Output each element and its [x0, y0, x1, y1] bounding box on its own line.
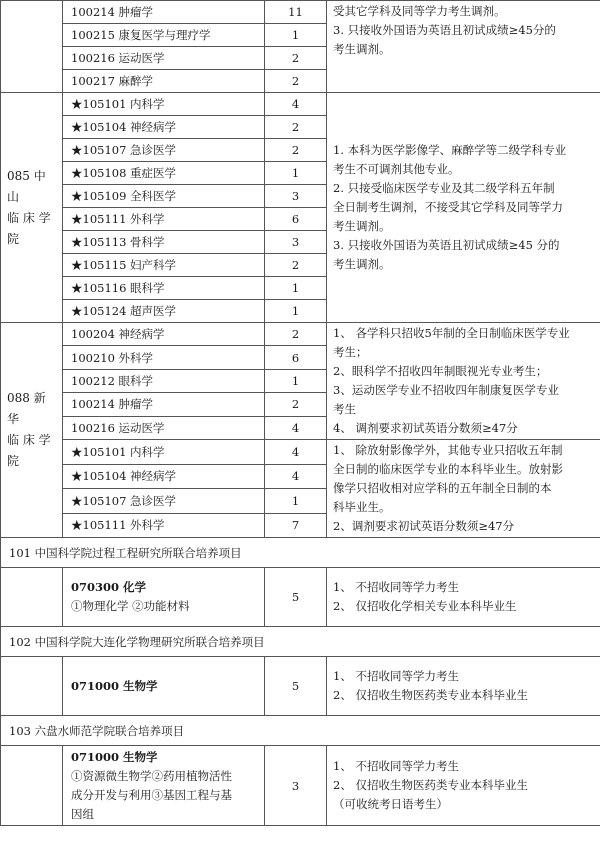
note-line: 临 床 学 [7, 210, 51, 225]
note-line: 临 床 学 [7, 433, 51, 447]
note-line: 088 新华 [7, 391, 46, 426]
section-row [1, 746, 600, 826]
research-direction: 因组 [71, 806, 94, 821]
note-line: 院 [7, 231, 20, 246]
quota-count: 5 [265, 657, 327, 716]
note-line: 085 中山 [7, 168, 46, 204]
college-cell [1, 1, 63, 93]
note-line: 全日制考生调剂，不接受其它学科及同等学力 [333, 200, 563, 214]
note-line: 考生调剂。 [333, 42, 391, 56]
remarks-cell [327, 746, 600, 826]
quota-count: 4 [265, 464, 327, 489]
major-name [63, 746, 265, 826]
college-cell [1, 93, 63, 323]
quota-count: 3 [265, 185, 327, 208]
major-name [63, 657, 265, 716]
note-line: 2、调剂要求初试英语分数须≥47分 [333, 519, 515, 533]
remarks-cell [327, 323, 600, 440]
major-code: 070300 化学 [71, 580, 147, 594]
major-name: ★105116 眼科学 [63, 277, 265, 300]
major-name: 100216 运动医学 [63, 47, 265, 70]
quota-count: 11 [265, 1, 327, 24]
major-name: 100214 肿瘤学 [63, 393, 265, 416]
table-row [1, 440, 600, 465]
major-name: 100217 麻醉学 [63, 70, 265, 93]
note-line: 考生； [333, 345, 368, 359]
quota-count: 1 [265, 277, 327, 300]
quota-count: 7 [265, 513, 327, 538]
table-row [1, 93, 600, 116]
note-line: 2、 仅招收生物医药类专业本科毕业生 [333, 778, 528, 792]
note-line: 4、 调剂要求初试英语分数须≥47分 [333, 421, 518, 435]
section-row [1, 657, 600, 716]
note-line: 3. 只接收外国语为英语且初试成绩≥45分的 [333, 23, 556, 37]
table-row [1, 1, 600, 24]
quota-count: 2 [265, 139, 327, 162]
research-direction: ①资源微生物学②药用植物活性 [71, 768, 232, 783]
quota-count: 1 [265, 24, 327, 47]
quota-count: 1 [265, 489, 327, 514]
quota-count: 2 [265, 47, 327, 70]
major-name: 100212 眼科学 [63, 369, 265, 392]
note-line: 院 [7, 454, 20, 468]
major-name: 100216 运动医学 [63, 416, 265, 439]
section-title: 102 中国科学院大连化学物理研究所联合培养项目 [1, 627, 600, 657]
major-name: ★105115 妇产科学 [63, 254, 265, 277]
note-line: 1. 本科为医学影像学、麻醉学等二级学科专业 [333, 143, 567, 157]
note-line: 1、 不招收同等学力考生 [333, 580, 459, 594]
note-line: 2. 只接受临床医学专业及其二级学科五年制 [333, 181, 555, 195]
note-line: 考生调剂。 [333, 219, 391, 233]
note-line: 考生不可调剂其他专业。 [333, 162, 460, 176]
major-code: 071000 生物学 [71, 678, 158, 693]
major-code: 071000 生物学 [71, 749, 158, 764]
table-row [1, 323, 600, 346]
note-line: 1、 各学科只招收5年制的全日制临床医学专业 [333, 326, 570, 340]
section-header-row [1, 627, 600, 657]
college-cell [1, 657, 63, 716]
quota-count: 1 [265, 369, 327, 392]
research-direction: ①物理化学 ②功能材料 [71, 599, 190, 613]
remarks-cell [327, 440, 600, 538]
quota-count: 3 [265, 231, 327, 254]
quota-count: 3 [265, 746, 327, 826]
note-line: 科毕业生。 [333, 500, 391, 514]
major-name: ★105124 超声医学 [63, 300, 265, 323]
note-line: 1、 除放射影像学外，其他专业只招收五年制 [333, 443, 563, 457]
quota-count: 6 [265, 208, 327, 231]
note-line: 2、 仅招收生物医药类专业本科毕业生 [333, 688, 528, 702]
major-name: ★105107 急诊医学 [63, 489, 265, 514]
quota-count: 4 [265, 440, 327, 465]
note-line: 2、眼科学不招收四年制眼视光专业考生； [333, 364, 548, 378]
major-name: ★105101 内科学 [63, 93, 265, 116]
quota-count: 4 [265, 93, 327, 116]
major-name [63, 568, 265, 627]
major-name: ★105111 外科学 [63, 513, 265, 538]
quota-count: 2 [265, 254, 327, 277]
major-name: ★105111 外科学 [63, 208, 265, 231]
note-line: 2、 仅招收化学相关专业本科毕业生 [333, 599, 517, 613]
quota-count: 2 [265, 116, 327, 139]
note-line: 全日制的临床医学专业的本科毕业生。放射影 [333, 462, 563, 476]
quota-count: 2 [265, 393, 327, 416]
note-line: 受其它学科及同等学力考生调剂。 [333, 4, 506, 18]
quota-count: 6 [265, 346, 327, 369]
college-cell [1, 323, 63, 538]
remarks-cell [327, 657, 600, 716]
major-name: ★105109 全科医学 [63, 185, 265, 208]
major-name: ★105107 急诊医学 [63, 139, 265, 162]
quota-count: 1 [265, 300, 327, 323]
section-title: 103 六盘水师范学院联合培养项目 [1, 716, 600, 746]
major-name: 100204 神经病学 [63, 323, 265, 346]
note-line: 1、 不招收同等学力考生 [333, 669, 459, 683]
note-line: 考生调剂。 [333, 257, 391, 271]
remarks-cell [327, 1, 600, 93]
major-name: ★105104 神经病学 [63, 464, 265, 489]
remarks-cell [327, 93, 600, 323]
quota-count: 1 [265, 162, 327, 185]
note-line: 3. 只接收外国语为英语且初试成绩≥45 分的 [333, 238, 560, 252]
note-line: 考生 [333, 402, 356, 416]
remarks-cell [327, 568, 600, 627]
research-direction: 成分开发与利用③基因工程与基 [71, 787, 232, 802]
quota-count: 2 [265, 70, 327, 93]
note-line: 3、运动医学专业不招收四年制康复医学专业 [333, 383, 559, 397]
college-cell [1, 568, 63, 627]
note-line: （可收统考日语考生） [333, 797, 448, 811]
major-name: 100214 肿瘤学 [63, 1, 265, 24]
quota-count: 4 [265, 416, 327, 439]
note-line: 1、 不招收同等学力考生 [333, 759, 459, 773]
quota-count: 5 [265, 568, 327, 627]
major-name: ★105104 神经病学 [63, 116, 265, 139]
section-title: 101 中国科学院过程工程研究所联合培养项目 [1, 538, 600, 568]
section-header-row [1, 716, 600, 746]
major-name: ★105108 重症医学 [63, 162, 265, 185]
note-line: 像学只招收相对应学科的五年制全日制的本 [333, 481, 552, 495]
college-cell [1, 746, 63, 826]
section-row [1, 568, 600, 627]
quota-count: 2 [265, 323, 327, 346]
major-name: ★105101 内科学 [63, 440, 265, 465]
section-header-row [1, 538, 600, 568]
major-name: ★105113 骨科学 [63, 231, 265, 254]
major-name: 100210 外科学 [63, 346, 265, 369]
major-name: 100215 康复医学与理疗学 [63, 24, 265, 47]
